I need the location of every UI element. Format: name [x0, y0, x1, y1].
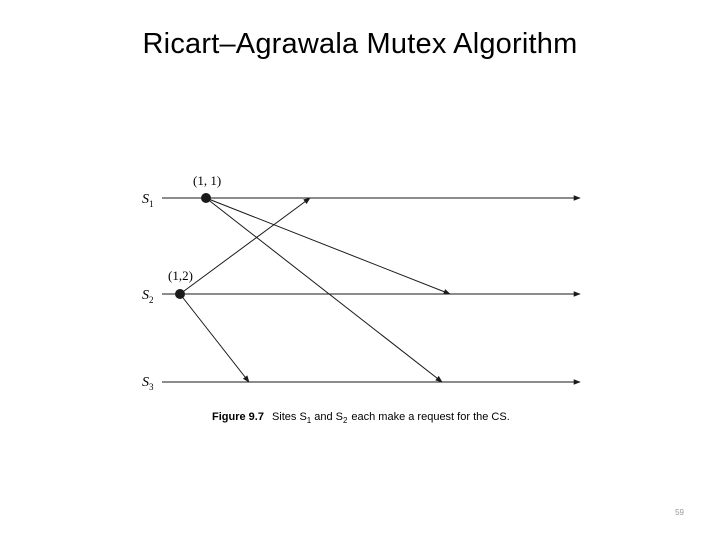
message-s2-to-s3 — [180, 294, 249, 382]
site-label-s1: $S_1$ — [142, 192, 154, 209]
slide-title: Ricart–Agrawala Mutex Algorithm — [142, 28, 578, 60]
request-event-s2 — [175, 289, 185, 299]
request-event-s1 — [201, 193, 211, 203]
message-s1-to-s2 — [206, 198, 450, 294]
site-label-s3: $S_3$ — [142, 375, 154, 392]
figure-caption: Figure 9.7 Sites $S_1$ and $S_2$ each make a request for the CS. — [212, 411, 510, 425]
message-s1-to-s3 — [206, 198, 442, 382]
site-label-s2: $S_2$ — [142, 288, 154, 305]
timestamp-label-s2: (1,2) — [168, 268, 193, 283]
page-number: 59 — [675, 508, 684, 517]
timestamp-label-s1: (1, 1) — [193, 173, 222, 188]
message-s2-to-s1 — [180, 198, 310, 294]
